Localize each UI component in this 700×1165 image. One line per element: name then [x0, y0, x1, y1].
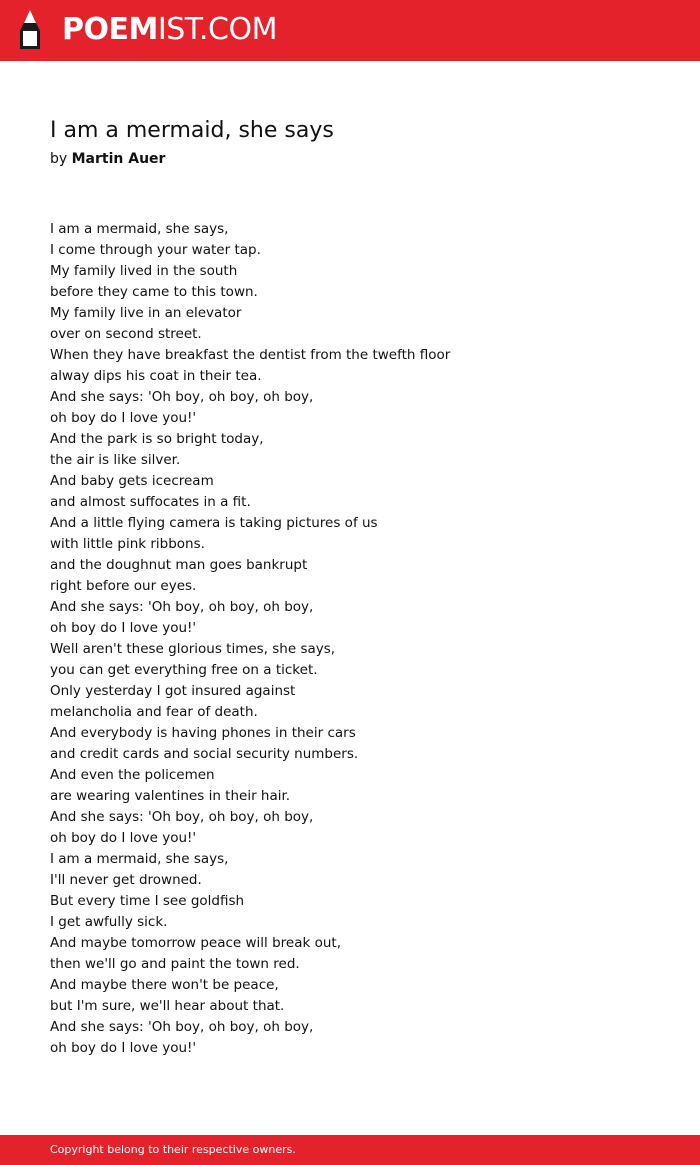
poem-line: And she says: 'Oh boy, oh boy, oh boy, [50, 1019, 314, 1035]
poem-line: Well aren't these glorious times, she says, [50, 641, 336, 657]
poem-line: are wearing valentines in their hair. [50, 788, 291, 804]
site-footer [0, 1135, 700, 1165]
poem-line: My family lived in the south [50, 263, 238, 279]
poem-body [50, 219, 670, 1059]
byline [50, 149, 165, 169]
poem-line: over on second street. [50, 326, 202, 342]
poem-line: I am a mermaid, she says, [50, 221, 229, 237]
poem-line: and the doughnut man goes bankrupt [50, 557, 308, 573]
poem-line: I am a mermaid, she says, [50, 851, 229, 867]
poem-line: and almost suffocates in a fit. [50, 494, 251, 510]
poem-line: And baby gets icecream [50, 473, 214, 489]
copyright-text: Copyright belong to their respective owners. [50, 1143, 296, 1156]
poem-line: with little pink ribbons. [50, 536, 205, 552]
poem-line: And even the policemen [50, 767, 215, 783]
poem-line: My family live in an elevator [50, 305, 242, 321]
poem-line: And she says: 'Oh boy, oh boy, oh boy, [50, 389, 314, 405]
poem-line: the air is like silver. [50, 452, 181, 468]
poem-line: And the park is so bright today, [50, 431, 264, 447]
site-header [0, 0, 700, 61]
site-logo[interactable] [62, 12, 277, 48]
poem-line: oh boy do I love you!' [50, 620, 197, 636]
poem-line: But every time I see goldfish [50, 893, 245, 909]
brand-light: IST.COM [157, 12, 277, 47]
poem-line: melancholia and fear of death. [50, 704, 258, 720]
poem-line: And maybe tomorrow peace will break out, [50, 935, 342, 951]
poem-line: right before our eyes. [50, 578, 197, 594]
poem-line: I get awfully sick. [50, 914, 168, 930]
brand-bold: POEM [62, 12, 158, 47]
poem-line: Only yesterday I got insured against [50, 683, 296, 699]
poem-line: oh boy do I love you!' [50, 410, 197, 426]
poem-line: I come through your water tap. [50, 242, 261, 258]
author-name: Martin Auer [71, 151, 166, 167]
poem-line: I'll never get drowned. [50, 872, 202, 888]
poem-line: And she says: 'Oh boy, oh boy, oh boy, [50, 599, 314, 615]
poem-line: oh boy do I love you!' [50, 1040, 197, 1056]
poem-line: And maybe there won't be peace, [50, 977, 279, 993]
poem-line: alway dips his coat in their tea. [50, 368, 262, 384]
poem-line: you can get everything free on a ticket. [50, 662, 318, 678]
pencil-tip-icon[interactable] [17, 9, 43, 51]
poem-line: When they have breakfast the dentist from the twefth floor [50, 347, 451, 363]
poem-line: And everybody is having phones in their cars [50, 725, 356, 741]
poem-line: then we'll go and paint the town red. [50, 956, 300, 972]
poem-line: oh boy do I love you!' [50, 830, 197, 846]
by-label: by [50, 151, 68, 167]
poem-line: but I'm sure, we'll hear about that. [50, 998, 285, 1014]
poem-line: before they came to this town. [50, 284, 258, 300]
poem-line: and credit cards and social security numbers. [50, 746, 359, 762]
poem-title: I am a mermaid, she says [50, 118, 334, 143]
poem-line: And she says: 'Oh boy, oh boy, oh boy, [50, 809, 314, 825]
poem-line: And a little flying camera is taking pictures of us [50, 515, 378, 531]
